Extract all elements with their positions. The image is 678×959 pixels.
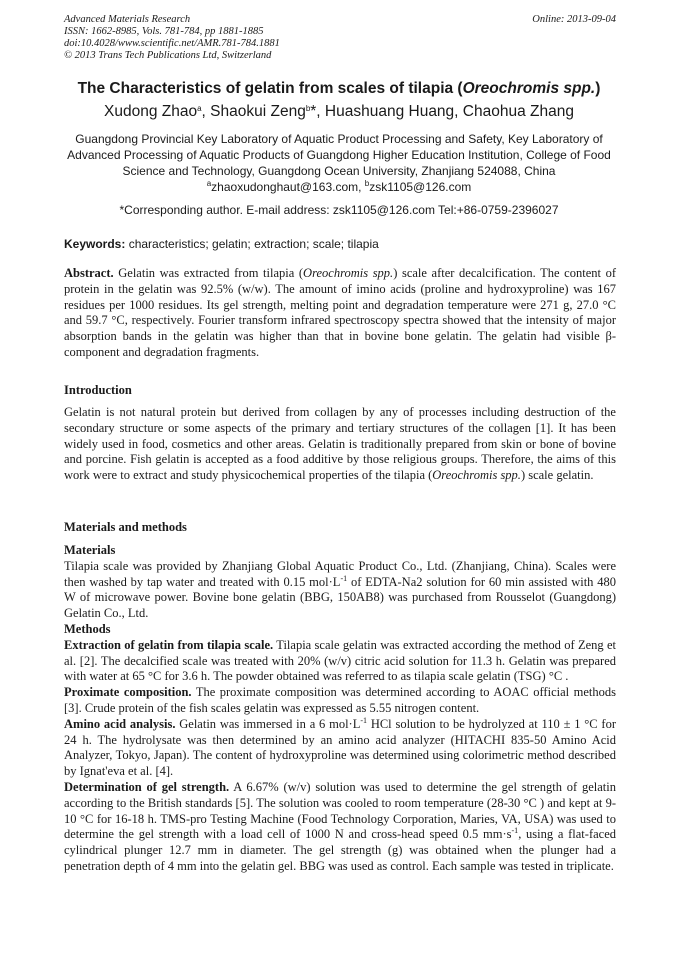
journal-header bbox=[64, 14, 616, 62]
proximate-paragraph bbox=[64, 685, 616, 717]
methods-section-heading: Materials and methods bbox=[64, 520, 187, 534]
amino-text-2: HCl solution to be hydrolyzed at 110 ± 1 °C for 24 h. The hydrolysate was then determined by an amino acid analyzer (HITACHI 835-50 Amino Acid Analyzer, Tokyo, Japan). The content of hydroxyproline was determined using colorimetric method described by Ignat'eva et al. [4]. bbox=[64, 716, 617, 779]
author-2: , Shaokui Zeng bbox=[201, 103, 306, 120]
keywords bbox=[64, 237, 616, 251]
online-date: Online: 2013-09-04 bbox=[532, 14, 616, 25]
abstract-text-2: ) scale after decalcification. The content of protein in the gelatin was 92.5% (w/w). The amount of imino acids (proline and hydroxyproline) was 167 residues per 1000 residues. Its gel strength, melting point and degradation temperature were 271 g, 27.0 °C and 59.7 °C, respectively. Fourier transform infrared spectroscopy spectra showed that the intensity of major absorption bands in the gelatin was higher than that in bovine bone gelatin. The gelatin had visible β-component and degradation fragments. bbox=[64, 266, 616, 359]
title-suffix: ) bbox=[595, 80, 601, 97]
amino-label: Amino acid analysis. bbox=[64, 716, 176, 731]
introduction-heading: Introduction bbox=[64, 383, 132, 397]
intro-text-1: Gelatin is not natural protein but derived from collagen by any of processes including destruction of the secondary structure or some aspects of the primary and tertiary structures of the collagen [1]. It has been widely used in food, cosmetics and other areas. Gelatin is traditionally prepared from skin or bone of bovine and porcine. Fish gelatin is accepted as a food additive by those religious groups. Therefore, the aims of this work were to extract and study physicochemical properties of the tilapia ( bbox=[64, 405, 616, 483]
abstract bbox=[64, 266, 616, 361]
abstract-text-1: Gelatin was extracted from tilapia ( bbox=[113, 266, 304, 280]
author-1-mark: a bbox=[197, 104, 202, 113]
keywords-text: characteristics; gelatin; extraction; scale; tilapia bbox=[125, 237, 379, 251]
amino-sup: -1 bbox=[360, 715, 368, 725]
gel-text-1: A 6.67% (w/v) solution was used to determine the gel strength of gelatin according to the British standards [5]. The solution was cooled to room temperature (28-30 °C ) and kept at 9-10 °C for 16-18 h. TMS-pro Testing Machine (Food Technology Corporation, Maries, VA, USA) was used to determine the gel strength with a load cell of 1000 N and cross-head speed 0.5 mm·s bbox=[64, 779, 616, 842]
materials-paragraph bbox=[64, 559, 616, 622]
materials-heading: Materials bbox=[64, 543, 116, 557]
copyright-line: © 2013 Trans Tech Publications Ltd, Switzerland bbox=[64, 50, 272, 61]
author-1: Xudong Zhao bbox=[104, 103, 198, 120]
author-2-mark: b bbox=[305, 104, 311, 113]
materials-methods-body bbox=[64, 543, 616, 875]
materials-text-1: Tilapia scale was provided by Zhanjiang Global Aquatic Product Co., Ltd. (Zhanjiang, China). Scales were then washed by tap water and treated with 0.15 mol·L bbox=[64, 558, 616, 589]
gel-label: Determination of gel strength. bbox=[64, 779, 230, 794]
abstract-label: Abstract. bbox=[64, 266, 114, 280]
intro-species: Oreochromis spp. bbox=[432, 468, 521, 483]
issn-line: ISSN: 1662-8985, Vols. 781-784, pp 1881-1885 bbox=[64, 26, 264, 37]
corresponding-author: *Corresponding author. E-mail address: zsk1105@126.com Tel:+86-0759-2396027 bbox=[119, 203, 559, 217]
email-b[interactable]: zsk1105@126.com bbox=[369, 180, 472, 194]
gel-strength-paragraph bbox=[64, 780, 616, 875]
introduction-text bbox=[64, 405, 616, 484]
proximate-label: Proximate composition. bbox=[64, 685, 192, 700]
affiliation: Guangdong Provincial Key Laboratory of Aquatic Product Processing and Safety, Key Laboratory of Advanced Processing of Aquatic Products of Guangdong Higher Education Institution, College of Food Science and Technology, Guangdong Ocean University, Zhanjiang 524088, China bbox=[67, 132, 611, 178]
other-authors: *, Huashuang Huang, Chaohua Zhang bbox=[310, 103, 574, 120]
journal-name: Advanced Materials Research bbox=[64, 14, 191, 25]
materials-text-2: of EDTA-Na2 solution for 60 min assisted with 480 W of microwave power. Bovine bone gelatin (BBG, 150AB8) was purchased from Rousselot (Guangdong) Gelatin Co., Ltd. bbox=[64, 574, 616, 621]
amino-acid-paragraph bbox=[64, 717, 616, 780]
methods-heading: Methods bbox=[64, 621, 111, 636]
extraction-text: Tilapia scale gelatin was extracted according the method of Zeng et al. [2]. The decalcified scale was treated with 20% (w/v) citric acid solution for 11.3 h. Gelatin was prepared with water at 65 °C for 3.6 h. The powder obtained was referred to as tilapia scale gelatin (TSG) °C . bbox=[64, 637, 616, 684]
intro-text-2: ) scale gelatin. bbox=[520, 468, 594, 483]
title-prefix: The Characteristics of gelatin from scales of tilapia ( bbox=[77, 80, 463, 97]
keywords-label: Keywords: bbox=[64, 237, 126, 251]
amino-text-1: Gelatin was immersed in a 6 mol·L bbox=[175, 716, 361, 731]
proximate-text: The proximate composition was determined according to AOAC official methods [3]. Crude protein of the fish scales gelatin was expressed as 5.55 nitrogen content. bbox=[64, 685, 616, 715]
extraction-paragraph bbox=[64, 638, 616, 685]
gel-text-2: , using a flat-faced cylindrical plunger 12.7 mm in diameter. The gel strength (g) was obtained when the plunger had a penetration depth of 4 mm into the gelatin gel. BBG was used as control. Each sample was tested in triplicate. bbox=[64, 827, 617, 873]
extraction-label: Extraction of gelatin from tilapia scale. bbox=[64, 637, 274, 652]
author-emails bbox=[40, 180, 638, 194]
email-a-mark: a bbox=[206, 179, 212, 188]
gel-sup: -1 bbox=[511, 826, 519, 836]
abstract-species: Oreochromis spp. bbox=[303, 266, 394, 280]
paper-title bbox=[40, 80, 638, 98]
email-b-mark: b bbox=[364, 179, 370, 188]
author-list bbox=[40, 103, 638, 121]
doi-line: doi:10.4028/www.scientific.net/AMR.781-784.1881 bbox=[64, 38, 280, 49]
email-a[interactable]: zhaoxudonghaut@163.com, bbox=[211, 180, 365, 194]
materials-sup: -1 bbox=[340, 573, 348, 583]
title-species: Oreochromis spp. bbox=[462, 80, 596, 97]
